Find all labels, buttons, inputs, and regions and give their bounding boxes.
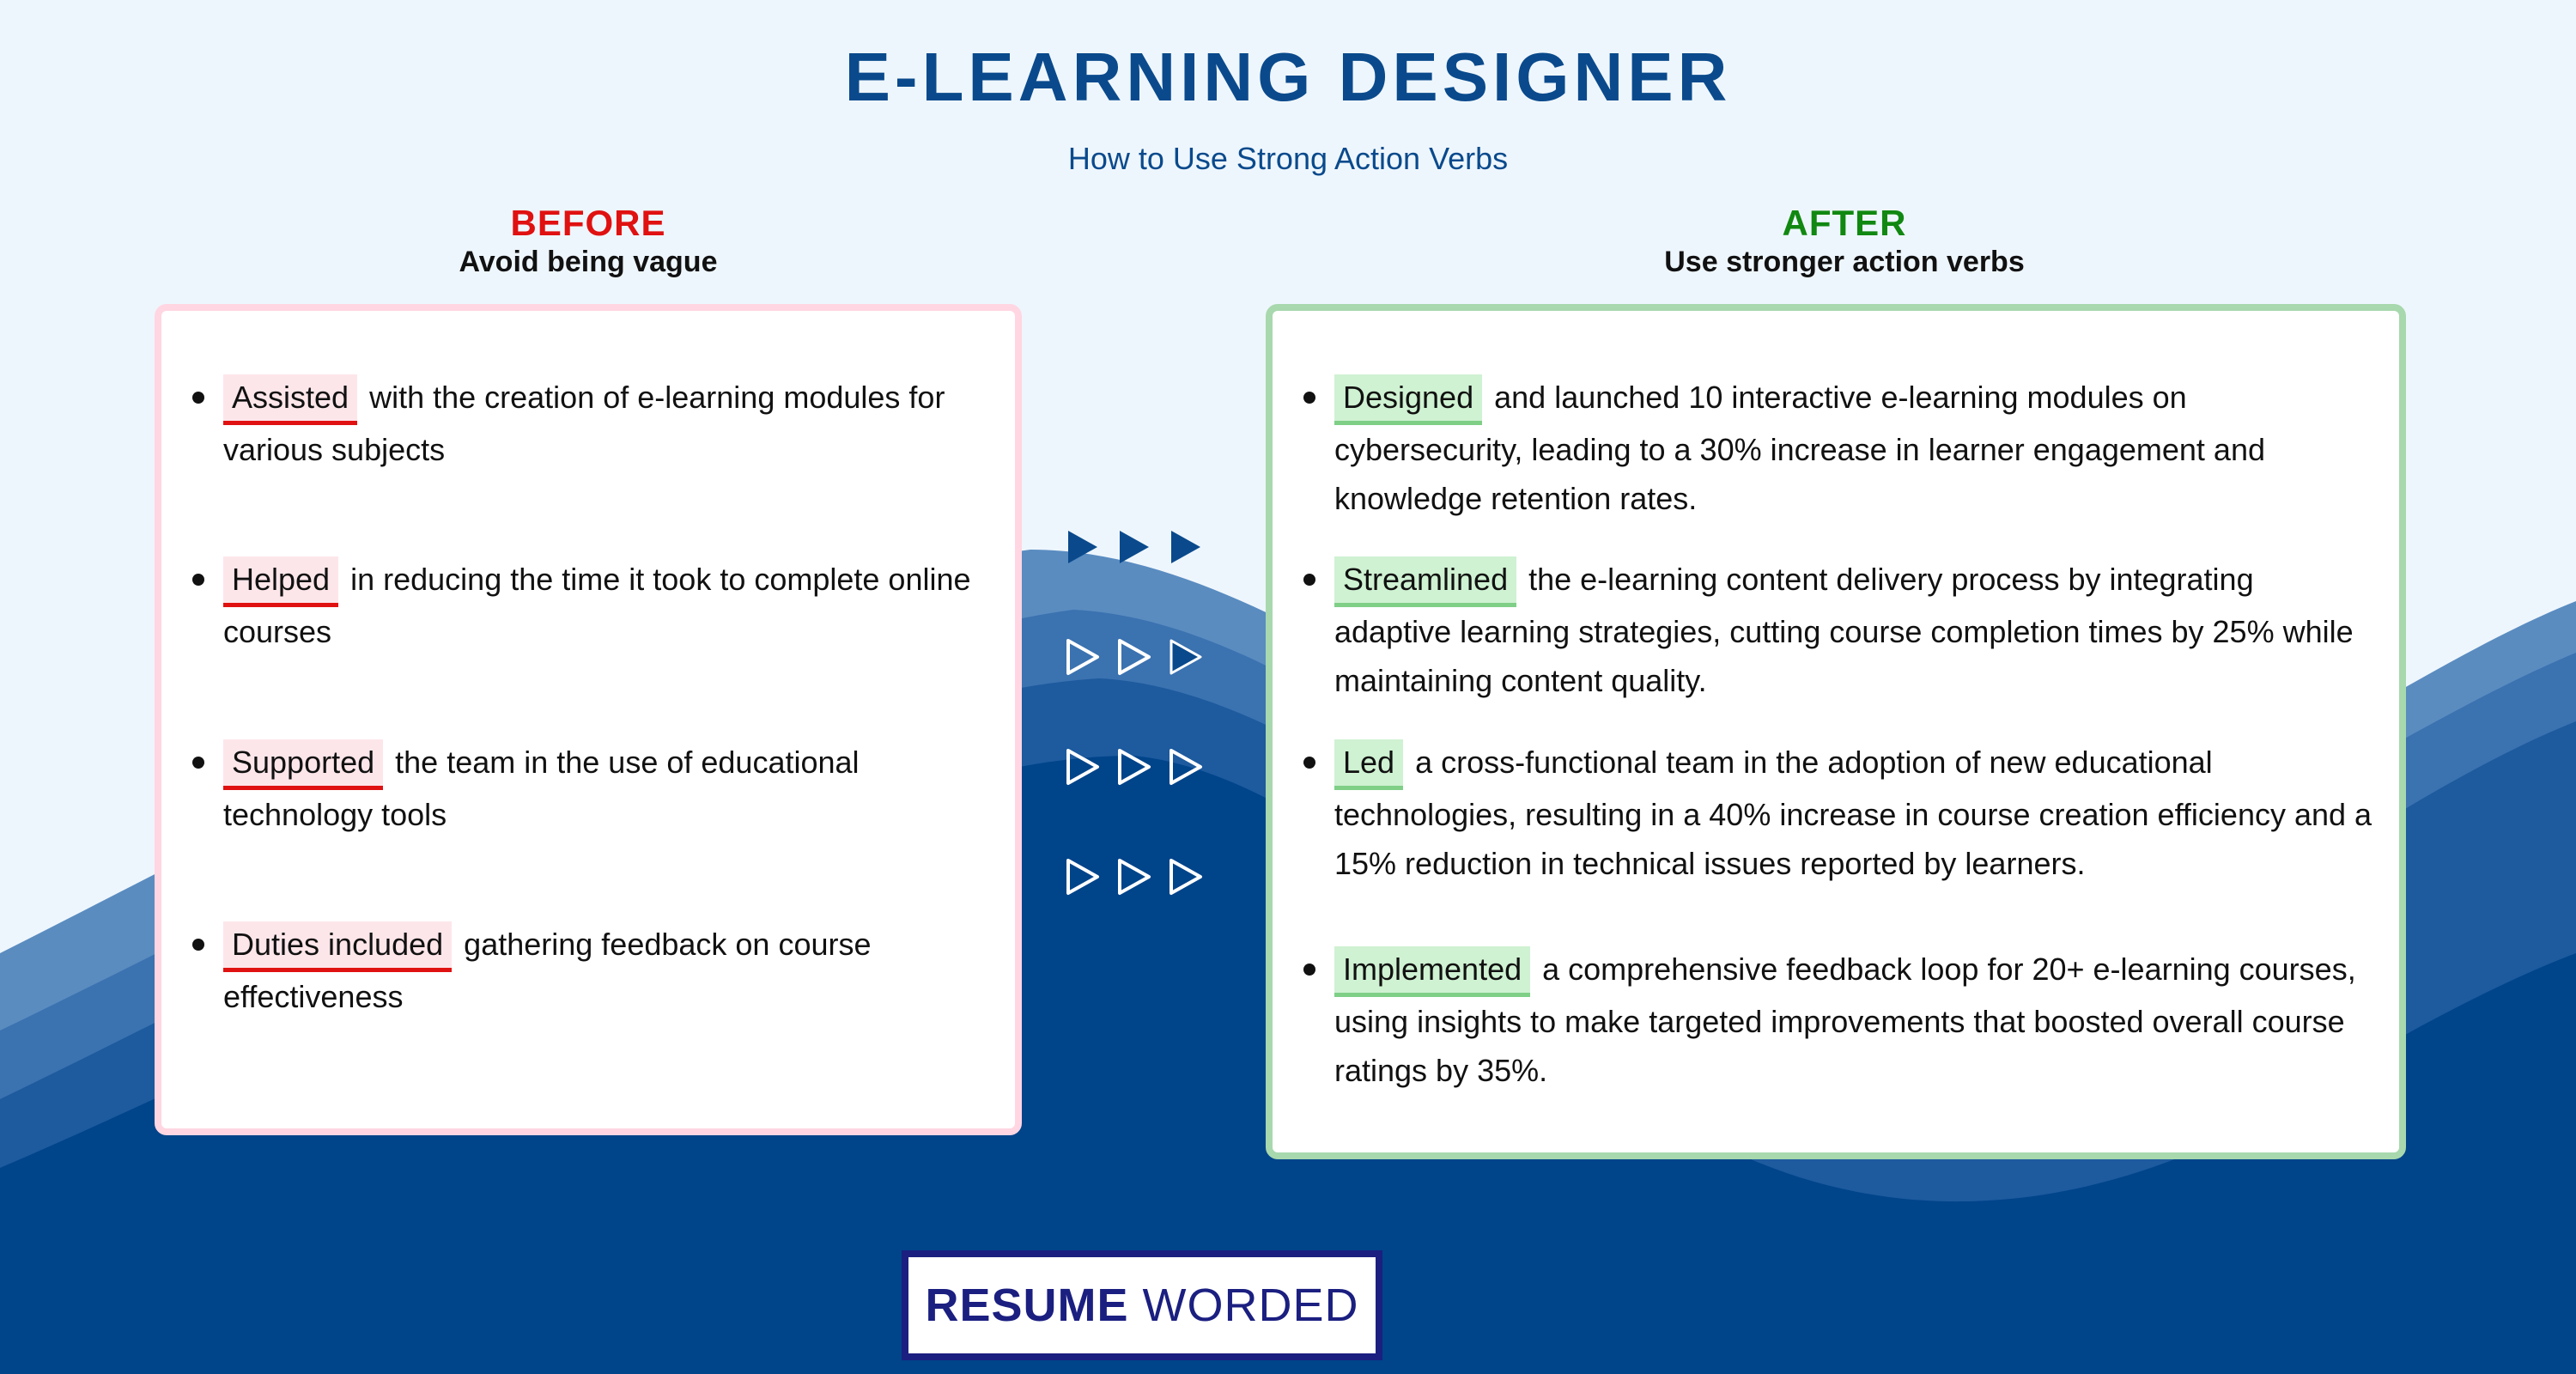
after-item-text: the e-learning content delivery process by integrating adaptive learning strategies, cutting course completion times by 25% while maintaining content quality. — [1334, 562, 2354, 698]
bullet-icon — [1303, 757, 1315, 769]
strong-verb: Led — [1334, 739, 1403, 790]
after-item — [1334, 945, 2373, 1095]
strong-verb: Implemented — [1334, 946, 1530, 997]
bullet-icon — [192, 939, 204, 951]
arrow-outline-icon — [1068, 641, 1097, 673]
after-subheading: Use stronger action verbs — [1664, 246, 2025, 278]
arrow-outline-icon — [1120, 751, 1149, 783]
bullet-icon — [1303, 574, 1315, 586]
arrow-row-3 — [1065, 745, 1219, 788]
before-item — [223, 920, 996, 1021]
before-item — [223, 555, 996, 656]
before-item — [223, 738, 996, 839]
bullet-icon — [192, 574, 204, 586]
after-panel — [1266, 304, 2406, 1159]
before-item-text: the team in the use of educational technology tools — [223, 745, 860, 832]
bullet-icon — [192, 757, 204, 769]
arrow-outline-icon — [1171, 860, 1200, 893]
after-item — [1334, 555, 2373, 705]
after-item-text: and launched 10 interactive e-learning modules on cybersecurity, leading to a 30% increase in learner engagement and knowledge retention rates. — [1334, 380, 2265, 516]
before-item-text: with the creation of e-learning modules for various subjects — [223, 380, 945, 467]
before-item — [223, 373, 996, 474]
arrow-outline-icon — [1120, 641, 1149, 673]
after-item — [1334, 738, 2373, 888]
weak-verb: Assisted — [223, 374, 357, 425]
before-item-text: in reducing the time it took to complete online courses — [223, 562, 971, 649]
strong-verb: Streamlined — [1334, 556, 1516, 607]
bullet-icon — [1303, 392, 1315, 404]
arrow-row-2 — [1065, 635, 1219, 678]
before-panel — [155, 304, 1022, 1135]
arrow-icon — [1120, 531, 1149, 563]
after-item — [1334, 373, 2373, 523]
resume-worded-logo — [902, 1250, 1382, 1360]
after-item-text: a comprehensive feedback loop for 20+ e-learning courses, using insights to make targeted improvements that boosted overall course ratings by 35%. — [1334, 951, 2356, 1088]
arrow-icon — [1171, 641, 1200, 673]
arrow-row-4 — [1065, 855, 1219, 898]
arrow-outline-icon — [1171, 751, 1200, 783]
before-heading: BEFORE — [510, 203, 666, 243]
bullet-icon — [1303, 964, 1315, 976]
strong-verb: Designed — [1334, 374, 1482, 425]
after-item-text: a cross-functional team in the adoption of new educational technologies, resulting in a 40% increase in course creation efficiency and a 15% reduction in technical issues reported by learners. — [1334, 745, 2372, 881]
arrow-outline-icon — [1068, 860, 1097, 893]
logo-word-strong: RESUME — [925, 1280, 1129, 1331]
before-item-text: gathering feedback on course effectiveness — [223, 927, 872, 1014]
logo-word-light: WORDED — [1142, 1280, 1359, 1331]
arrow-icon — [1171, 531, 1200, 563]
arrow-icon — [1068, 531, 1097, 563]
arrow-outline-icon — [1120, 860, 1149, 893]
before-subheading: Avoid being vague — [459, 246, 718, 278]
after-heading: AFTER — [1782, 203, 1907, 243]
bullet-icon — [192, 392, 204, 404]
weak-verb: Supported — [223, 739, 383, 790]
page-title: E-LEARNING DESIGNER — [844, 39, 1732, 115]
arrow-row-1 — [1065, 526, 1219, 568]
weak-verb: Helped — [223, 556, 338, 607]
page-subtitle: How to Use Strong Action Verbs — [1067, 141, 1509, 176]
weak-verb: Duties included — [223, 921, 452, 972]
arrow-outline-icon — [1068, 751, 1097, 783]
